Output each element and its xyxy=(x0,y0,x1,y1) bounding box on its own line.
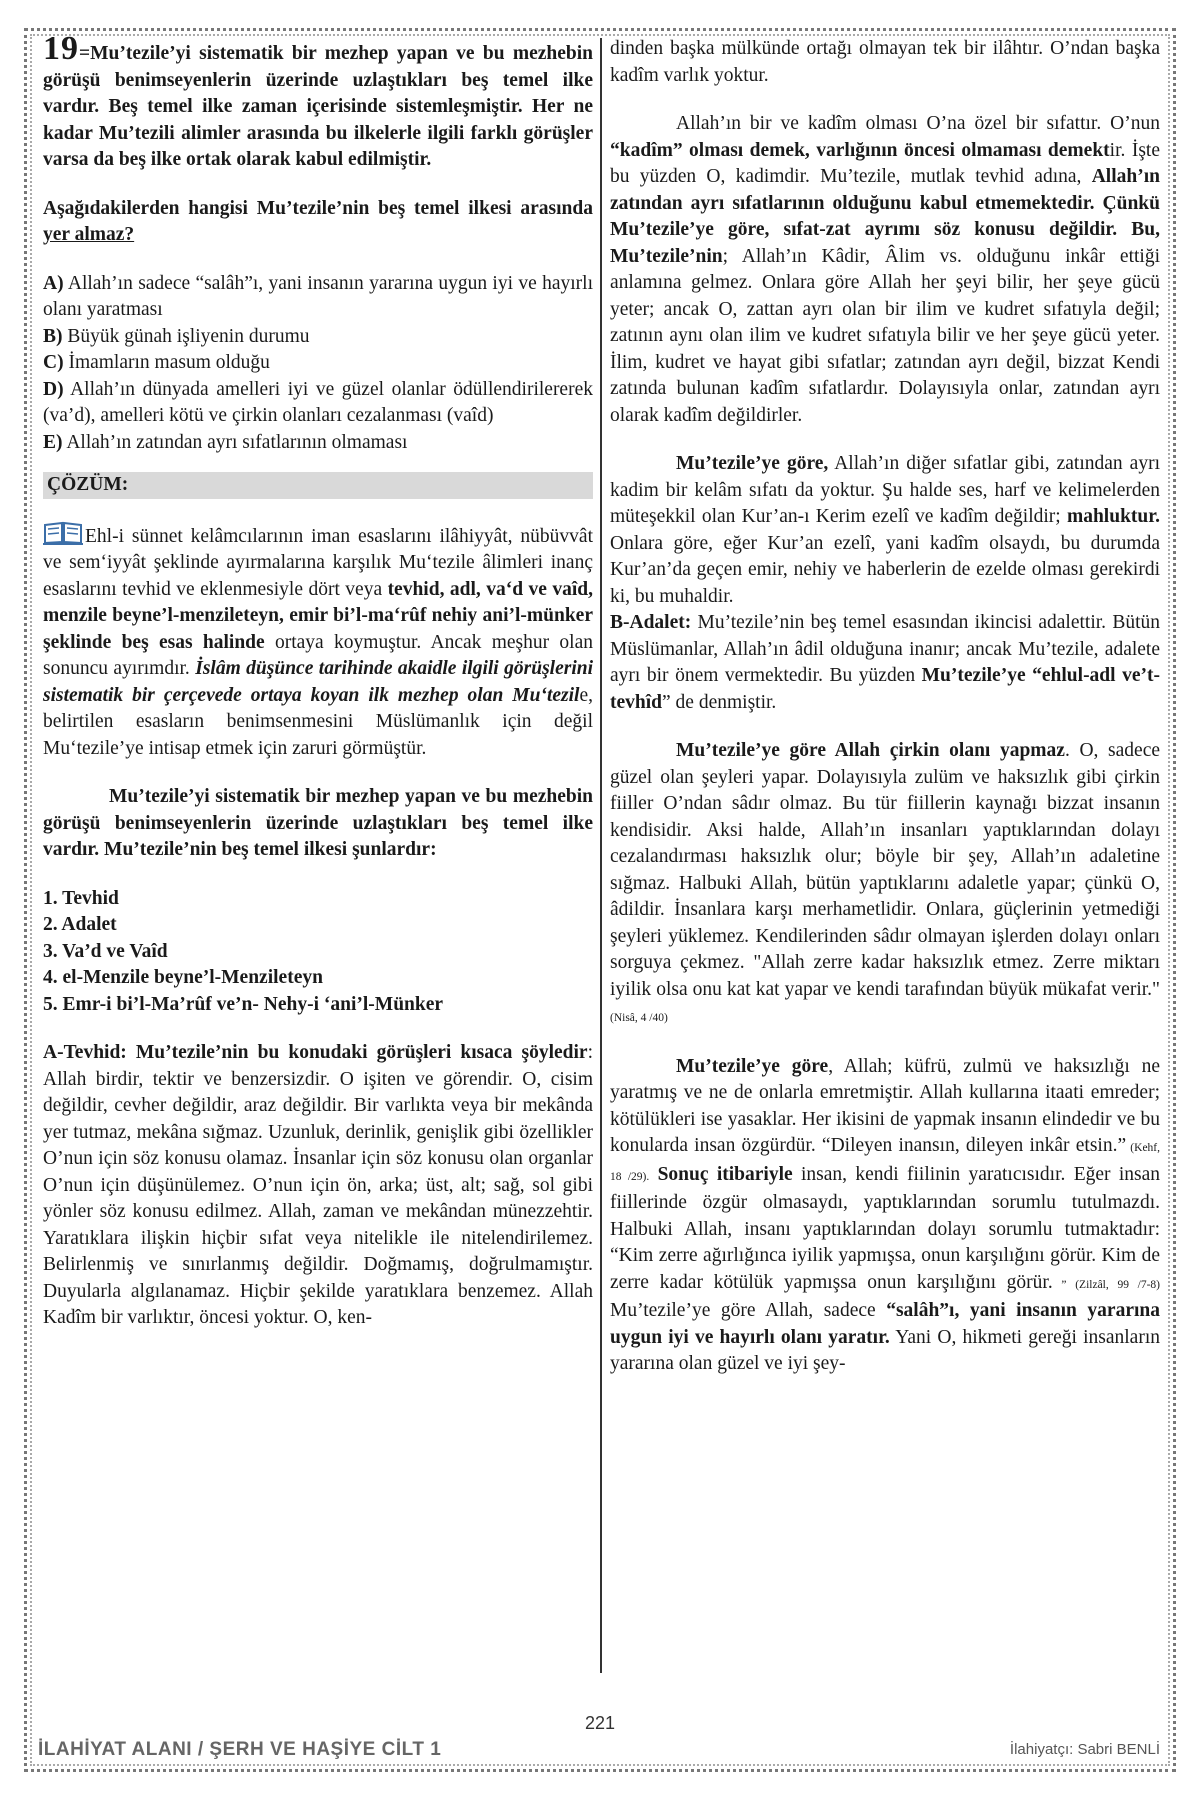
question-ask-underlined: yer almaz? xyxy=(43,224,135,245)
solution-paragraph-1 xyxy=(43,521,593,763)
answer-option xyxy=(43,350,593,377)
text-run-bold: Mu’tezile’ye göre xyxy=(676,1055,829,1077)
book-icon xyxy=(43,521,83,545)
answer-option xyxy=(43,324,593,351)
citation-nisa: (Nisâ, 4 /40) xyxy=(610,1012,668,1024)
right-paragraph-2 xyxy=(610,111,1160,429)
principle-item: 1. Tevhid xyxy=(43,887,119,909)
text-run-bold: Mu’tezile’ye göre Allah çirkin olanı yapmaz xyxy=(676,740,1065,761)
text-run-bold: Mu’tezile’ye “ehlul-adl ve’t-tevhîd xyxy=(610,665,1161,713)
adalet-paragraph xyxy=(610,610,1160,716)
principles-list xyxy=(43,886,593,1019)
text-run: Onlara göre, eğer Kur’an ezelî, yani kadîm olsaydı, bu durumda Kur’an’da geçen emir, nehiy ve haberlerin de ezelde olması gerekirdi ki, bu muhaldir. xyxy=(610,532,1160,607)
principle-item: 4. el-Menzile beyne’l-Menzileteyn xyxy=(43,967,323,988)
text-run-bold: tevhid, adl, va‘d ve vaîd, menzile beyne’l-menzileteyn, emir bi’l-ma‘rûf nehiy ani’l-münker şeklinde beş esas halinde xyxy=(43,578,593,653)
principle-item: 3. Va’d ve Vaîd xyxy=(43,940,168,962)
text-run-bold-italic: İslâm düşünce tarihinde akaidle ilgili görüşlerini sistematik bir çerçevede ortaya koyan ilk mezhep olan Mu‘tezil xyxy=(43,658,593,706)
tevhid-paragraph xyxy=(43,1040,593,1332)
answer-option-letter: C) xyxy=(43,352,64,373)
text-run: , Allah; küfrü, zulmü ve haksızlığı ne yaratmış ve ne de onlarla emretmiştir. Allah kullarına itaati emreder; kötülükleri ise yasaklar. Her ikisini de yapmak insanın elindedir ve bu konularda insan özgürdür. “Dileyen inansın, dileyen inkâr etsin.” xyxy=(610,1055,1160,1156)
text-run: Yani O, hikmeti gereği insanların yararına olan güzel ve iyi şey- xyxy=(610,1326,1160,1374)
question-number: 19 xyxy=(43,30,79,67)
question-stem xyxy=(43,30,593,174)
text-run: Mu’tezile’ye göre Allah, sadece xyxy=(610,1300,887,1321)
solution-paragraph-2: Mu’tezile’yi sistematik bir mezhep yapan ve bu mezhebin görüşü benimseyenlerin üzerinde uzlaştıkları beş temel ilke vardır. Mu’tezile’nin beş temel ilkesi şunlardır: xyxy=(43,786,593,860)
answer-option-text: Büyük günah işliyenin durumu xyxy=(67,325,310,347)
text-run-bold: Allah’ın zatından ayrı sıfatlarının olduğunu kabul etmemektedir. Çünkü Mu’tezile’ye göre, sıfat-zat ayrımı söz konusu değildir. Bu, Mu’tezile’nin xyxy=(610,166,1160,267)
question-ask-text: Aşağıdakilerden hangisi Mu’tezile’nin beş temel ilkesi arasında xyxy=(43,197,593,219)
text-run: ir. İşte bu yüzden O, kadimdir. Mu’tezile, mutlak tevhid adına, xyxy=(610,139,1160,187)
page-number: 221 xyxy=(584,1713,616,1733)
text-run: e, belirtilen esasların benimsenmesini Müslümanlık için değil Mu‘tezile’ye intisap etmek için zaruri görmüştür. xyxy=(43,684,593,759)
text-run: Allah’ın diğer sıfatlar gibi, zatından ayrı kadim bir kelâm sıfatı da yoktur. Şu halde ses, harf ve kelimelerden müteşekkil olan Kur’an-ı Kerim ezelî ve kadîm değildir; xyxy=(610,453,1160,527)
text-run-bold: Mu’tezile’ye göre, xyxy=(676,453,829,474)
answer-options xyxy=(43,271,593,457)
column-divider xyxy=(600,38,602,1673)
text-run-bold: mahluktur. xyxy=(1066,506,1160,527)
answer-option xyxy=(43,430,593,457)
principle-item: 5. Emr-i bi’l-Ma’rûf ve’n- Nehy-i ‘ani’l-Münker xyxy=(43,993,444,1015)
answer-option xyxy=(43,271,593,324)
text-run: ortaya koymuştur. Ancak meşhur olan sonuncu ayırımdır. xyxy=(43,631,593,679)
answer-option-text: Allah’ın zatından ayrı sıfatlarının olmaması xyxy=(66,431,408,453)
answer-option-letter: A) xyxy=(43,272,64,294)
citation-kehf: (Kehf, 18 /29). xyxy=(610,1142,1160,1183)
right-paragraph-1: dinden başka mülkünde ortağı olmayan tek bir ilâhtır. O’ndan başka kadîm varlık yoktur. xyxy=(610,38,1160,86)
answer-option xyxy=(43,377,593,430)
footer-author: İlahiyatçı: Sabri BENLİ xyxy=(1009,1741,1160,1758)
text-run: Mu’tezile’nin beş temel esasından ikincisi adalettir. Bütün Müslümanlar, Allah’ın âdil olduğuna inanır; ancak Mu’tezile, adalete ayrı bir önem vermektedir. Bu yüzden xyxy=(610,612,1160,686)
text-run-bold: “salâh”ı, yani insanın yararına uygun iyi ve hayırlı olanı yaratır. xyxy=(610,1300,1160,1348)
right-paragraph-3 xyxy=(610,451,1160,610)
tevhid-heading: A-Tevhid: Mu’tezile’nin bu konudaki görüşleri kısaca şöyledir xyxy=(43,1042,588,1063)
text-run: Allah’ın bir ve kadîm olması O’na özel bir sıfattır. O’nun xyxy=(676,113,1160,134)
question-text: Mu’tezile’yi sistematik bir mezhep yapan ve bu mezhebin görüşü benimseyenlerin üzerinde uzlaştıkları beş temel ilke vardır. Beş temel ilke zaman içerisinde sistemleşmiştir. Her ne kadar Mu’tezili alimler arasında bu ilkelerle ilgili farklı görüşler varsa da beş ilke ortak olarak kabul edilmiştir. xyxy=(43,43,593,170)
text-run: insan, kendi fiilinin yaratıcısıdır. Eğer insan fiillerinde özgür olmasaydı, yaptıklarından sorumlu tutulmazdı. Halbuki Allah, insanı yaptıklarından dolayı sorumlu tutmaktadır: “Kim zerre ağırlığınca iyilik yapmışsa, onun karşılığını görür. Kim de zerre kadar kötülük yapmışsa onun karşılığını görür. xyxy=(610,1163,1161,1293)
text-run-bold: Sonuç itibariyle xyxy=(649,1163,793,1185)
tevhid-body: : Allah birdir, tektir ve benzersizdir. O işiten ve görendir. O, cisim değildir, cevher değildir, araz değildir. Bir varlıkta veya bir mekânda yer tutmaz, mekâna sığmaz. Uzunluk, derinlik, genişlik gibi özellikler O’nun için söz konusu olamaz. İnsanlar için söz konusu olan organlar O’nun için düşünülemez. O’nun için ön, arka; üst, alt; sağ, sol gibi yönler söz konusu edilmez. Allah, zaman ve mekândan münezzehtir. Yaratıklara ilişkin hiçbir sıfat veya nitelikle ile nitelendirilemez. Belirlenmiş ve sınırlanmış değildir. Doğmamış, doğrulmamıştır. Duyularla algılanamaz. Hiçbir şekilde yaratıklara benzemez. Allah Kadîm bir varlıktır, öncesi yoktur. O, ken- xyxy=(43,1042,593,1328)
right-paragraph-5 xyxy=(610,738,1160,1032)
answer-option-text: Allah’ın sadece “salâh”ı, yani insanın yararına uygun iyi ve hayırlı olanı yaratması xyxy=(43,272,593,320)
question-ask xyxy=(43,196,593,249)
text-run-bold: “kadîm” olması demek, varlığının öncesi olmaması demekt xyxy=(610,139,1110,161)
citation-zilzal: ” (Zilzâl, 99 /7-8) xyxy=(1052,1278,1160,1291)
left-column xyxy=(43,30,593,1332)
answer-option-letter: D) xyxy=(43,378,64,400)
text-run: Ehl-i sünnet kelâmcılarının iman esaslarını ilâhiyyât, nübüvvât ve sem‘iyyât şeklinde ayırmalarına karşılık Mu‘tezile âlimleri inanç esaslarını tevhid ve eklenmesiyle dört veya xyxy=(43,525,593,600)
adalet-heading: B-Adalet: xyxy=(610,612,692,633)
solution-header: ÇÖZÜM: xyxy=(43,472,593,499)
text-run: . O, sadece güzel olan şeyleri yapar. Dolayısıyla zulüm ve haksızlık gibi çirkin fiiller O’ndan sâdır olmaz. Bu tür fiillerin kaynağı bizzat insanın kendisidir. Aksi halde, Allah’ın insanları yaptıklarından dolayı cezalandırması haksızlık olur; böyle bir şey, Allah’ın adaletine sığmaz. Halbuki Allah, bütün yaptıklarını adaletle yapar; çünkü O, âdildir. İnsanlara karşı merhametlidir. Onlara, güçlerinin yetmediği şeyleri yüklemez. Kendilerinden sâdır olmayan işlerden dolayı onları sorguya çekmez. "Allah zerre kadar haksızlık etmez. Zerre miktarı iyilik olsa onu kat kat yapar ve kendi tarafından büyük mükafat verir." xyxy=(610,740,1161,1000)
right-column xyxy=(610,36,1160,1378)
question-marker: = xyxy=(79,43,91,64)
text-run: ” de denmiştir. xyxy=(662,691,777,713)
footer-series-title: İLAHİYAT ALANI / ŞERH VE HAŞİYE CİLT 1 xyxy=(38,1739,442,1760)
principle-item: 2. Adalet xyxy=(43,914,117,935)
right-paragraph-6 xyxy=(610,1054,1160,1378)
answer-option-letter: B) xyxy=(43,325,63,347)
text-run: ; Allah’ın Kâdir, Âlim vs. olduğunu inkâr ettiği anlamına gelmez. Onlara göre Allah her şeyi bilir, her şeye gücü yeter; ancak O, zattan ayrı olan bir ilim ve kudret sıfatıyla değil; zatının aynı olan ilim ve kudret sıfatıyla bilir ve her şeye gücü yeter. İlim, kudret ve hayat gibi sıfatlar; zatından ayrı değil, bizzat Kendi zatında bulunan kadîm sıfatlardır. Dolayısıyla onlar, zatından ayrı olarak kadîm değildirler. xyxy=(610,245,1160,426)
answer-option-text: İmamların masum olduğu xyxy=(68,352,270,373)
answer-option-text: Allah’ın dünyada amelleri iyi ve güzel olanlar ödüllendirilererek (va’d), amelleri kötü ve çirkin olanları cezalanması (vaîd) xyxy=(43,378,593,426)
answer-option-letter: E) xyxy=(43,431,63,453)
